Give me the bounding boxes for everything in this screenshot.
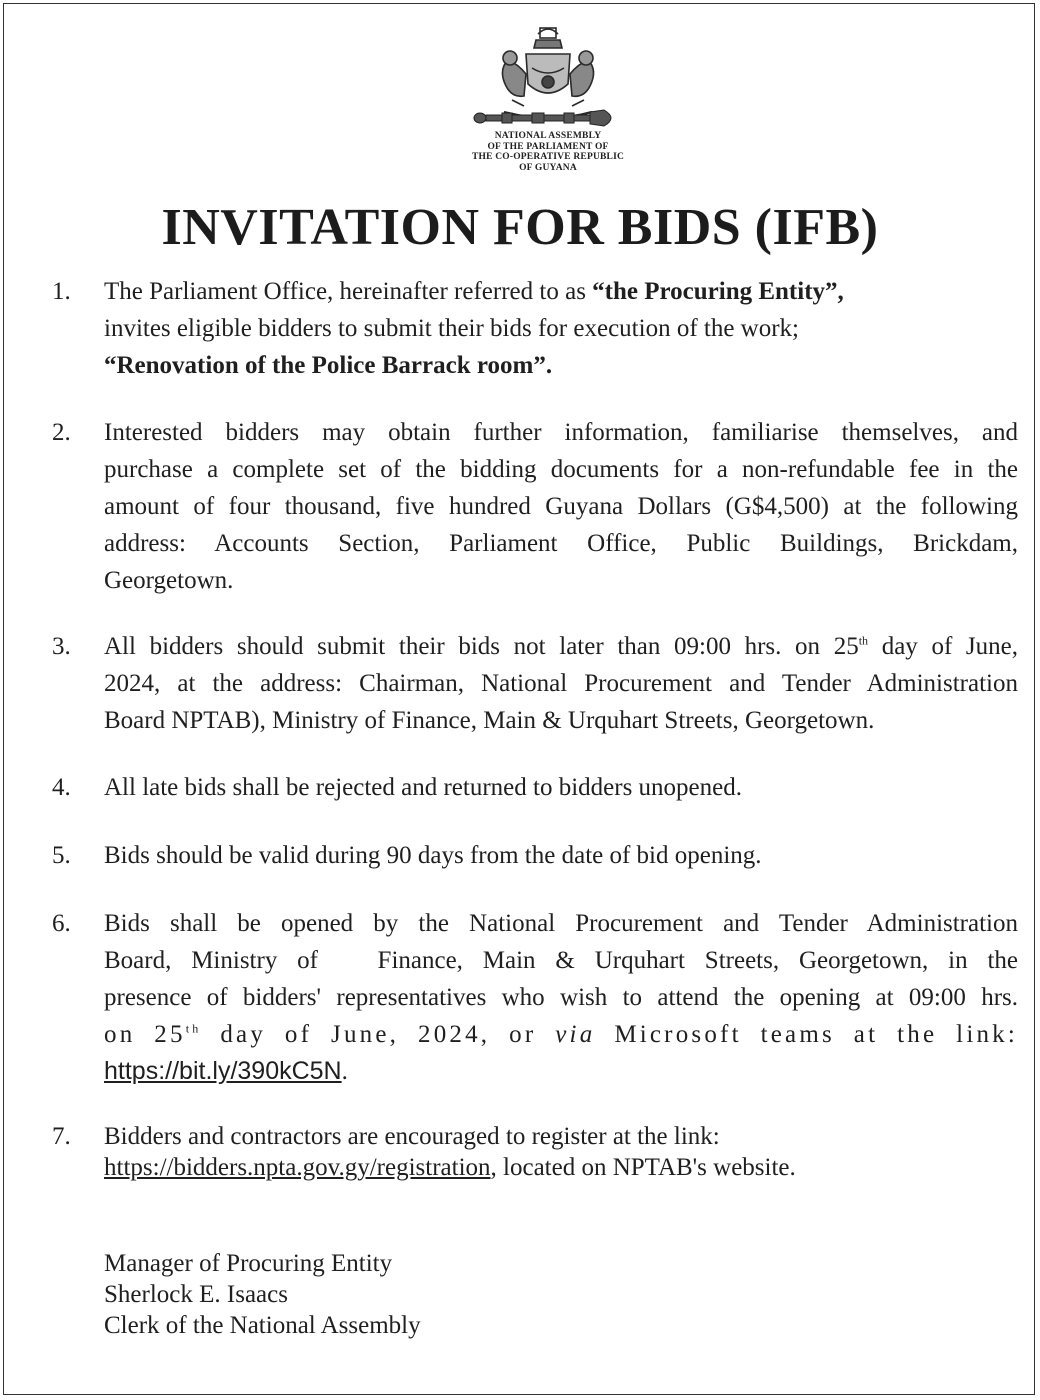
org-line: NATIONAL ASSEMBLY (494, 131, 602, 141)
signature-title: Manager of Procuring Entity (104, 1250, 393, 1277)
text-span: , located on NPTAB's website. (490, 1154, 796, 1181)
text-span: day of June, 2024, or (201, 1021, 556, 1048)
via-italic: via (555, 1021, 596, 1048)
text-line (104, 1152, 1018, 1183)
item-number: 6. (52, 910, 71, 937)
item-number: 1. (52, 278, 71, 305)
item-number: 5. (52, 842, 71, 869)
item-text (104, 837, 1018, 874)
text-line: Board NPTAB), Ministry of Finance, Main & Urquhart Streets, Georgetown. (104, 707, 875, 734)
text-line (104, 1053, 1018, 1090)
ordinal-suffix: th (185, 1021, 202, 1036)
page-title: INVITATION FOR BIDS (IFB) (161, 199, 879, 256)
org-line: OF THE PARLIAMENT OF (487, 141, 609, 152)
signature-name: Sherlock E. Isaacs (104, 1281, 288, 1308)
text-span: Microsoft teams at the link: (595, 1021, 1019, 1048)
registration-link[interactable]: https://bidders.npta.gov.gy/registration (104, 1154, 491, 1181)
text-line: Georgetown. (104, 567, 234, 594)
signature-block (104, 1248, 421, 1341)
item-text (104, 905, 1018, 1090)
item-text (104, 628, 1018, 739)
text-line (104, 1016, 1018, 1053)
text-line: Bids shall be opened by the National Procurement and Tender Administration (104, 910, 1018, 937)
item-number: 7. (52, 1123, 71, 1150)
item-number: 2. (52, 419, 71, 446)
org-line: OF GUYANA (519, 162, 577, 173)
text-line: 2024, at the address: Chairman, National Procurement and Tender Administration (104, 670, 1018, 697)
ordinal-suffix: th (858, 633, 869, 648)
teams-link[interactable]: https://bit.ly/390kC5N (104, 1057, 342, 1085)
text-line: All late bids shall be rejected and returned to bidders unopened. (104, 774, 742, 801)
text-span: day of June, (868, 633, 1019, 660)
item-number: 3. (52, 633, 71, 660)
text-line: amount of four thousand, five hundred Guyana Dollars (G$4,500) at the following (104, 493, 1018, 520)
text-span: All bidders should submit their bids not later than 09:00 hrs. on 25 (104, 633, 859, 660)
procuring-entity-term: “the Procuring Entity”, (592, 278, 844, 305)
text-line: Board, Ministry of Finance, Main & Urquhart Streets, Georgetown, in the (104, 947, 1018, 974)
text-span: The Parliament Office, hereinafter referred to as (104, 278, 593, 305)
org-line: THE CO-OPERATIVE REPUBLIC (471, 152, 625, 162)
text-line (104, 628, 1018, 665)
text-line (104, 273, 1018, 310)
text-line: purchase a complete set of the bidding documents for a non-refundable fee in the (104, 456, 1018, 483)
text-line: invites eligible bidders to submit their bids for execution of the work; (104, 315, 800, 342)
text-line: Interested bidders may obtain further information, familiarise themselves, and (104, 419, 1018, 446)
mace-icon (472, 108, 622, 128)
text-line: Bidders and contractors are encouraged to register at the link: (104, 1123, 720, 1150)
work-title: “Renovation of the Police Barrack room”. (104, 352, 553, 379)
item-number: 4. (52, 774, 71, 801)
item-text (104, 1121, 1018, 1183)
text-line: presence of bidders' representatives who wish to attend the opening at 09:00 hrs. (104, 984, 1018, 1011)
text-line: address: Accounts Section, Parliament Office, Public Buildings, Brickdam, (104, 530, 1018, 557)
organization-name (420, 131, 676, 173)
text-span: on 25 (104, 1021, 186, 1048)
text-line: Bids should be valid during 90 days from the date of bid opening. (104, 842, 762, 869)
text-span: . (341, 1058, 348, 1085)
item-text (104, 273, 1018, 384)
item-text (104, 769, 1018, 806)
signature-position: Clerk of the National Assembly (104, 1312, 421, 1339)
item-text (104, 414, 1018, 599)
